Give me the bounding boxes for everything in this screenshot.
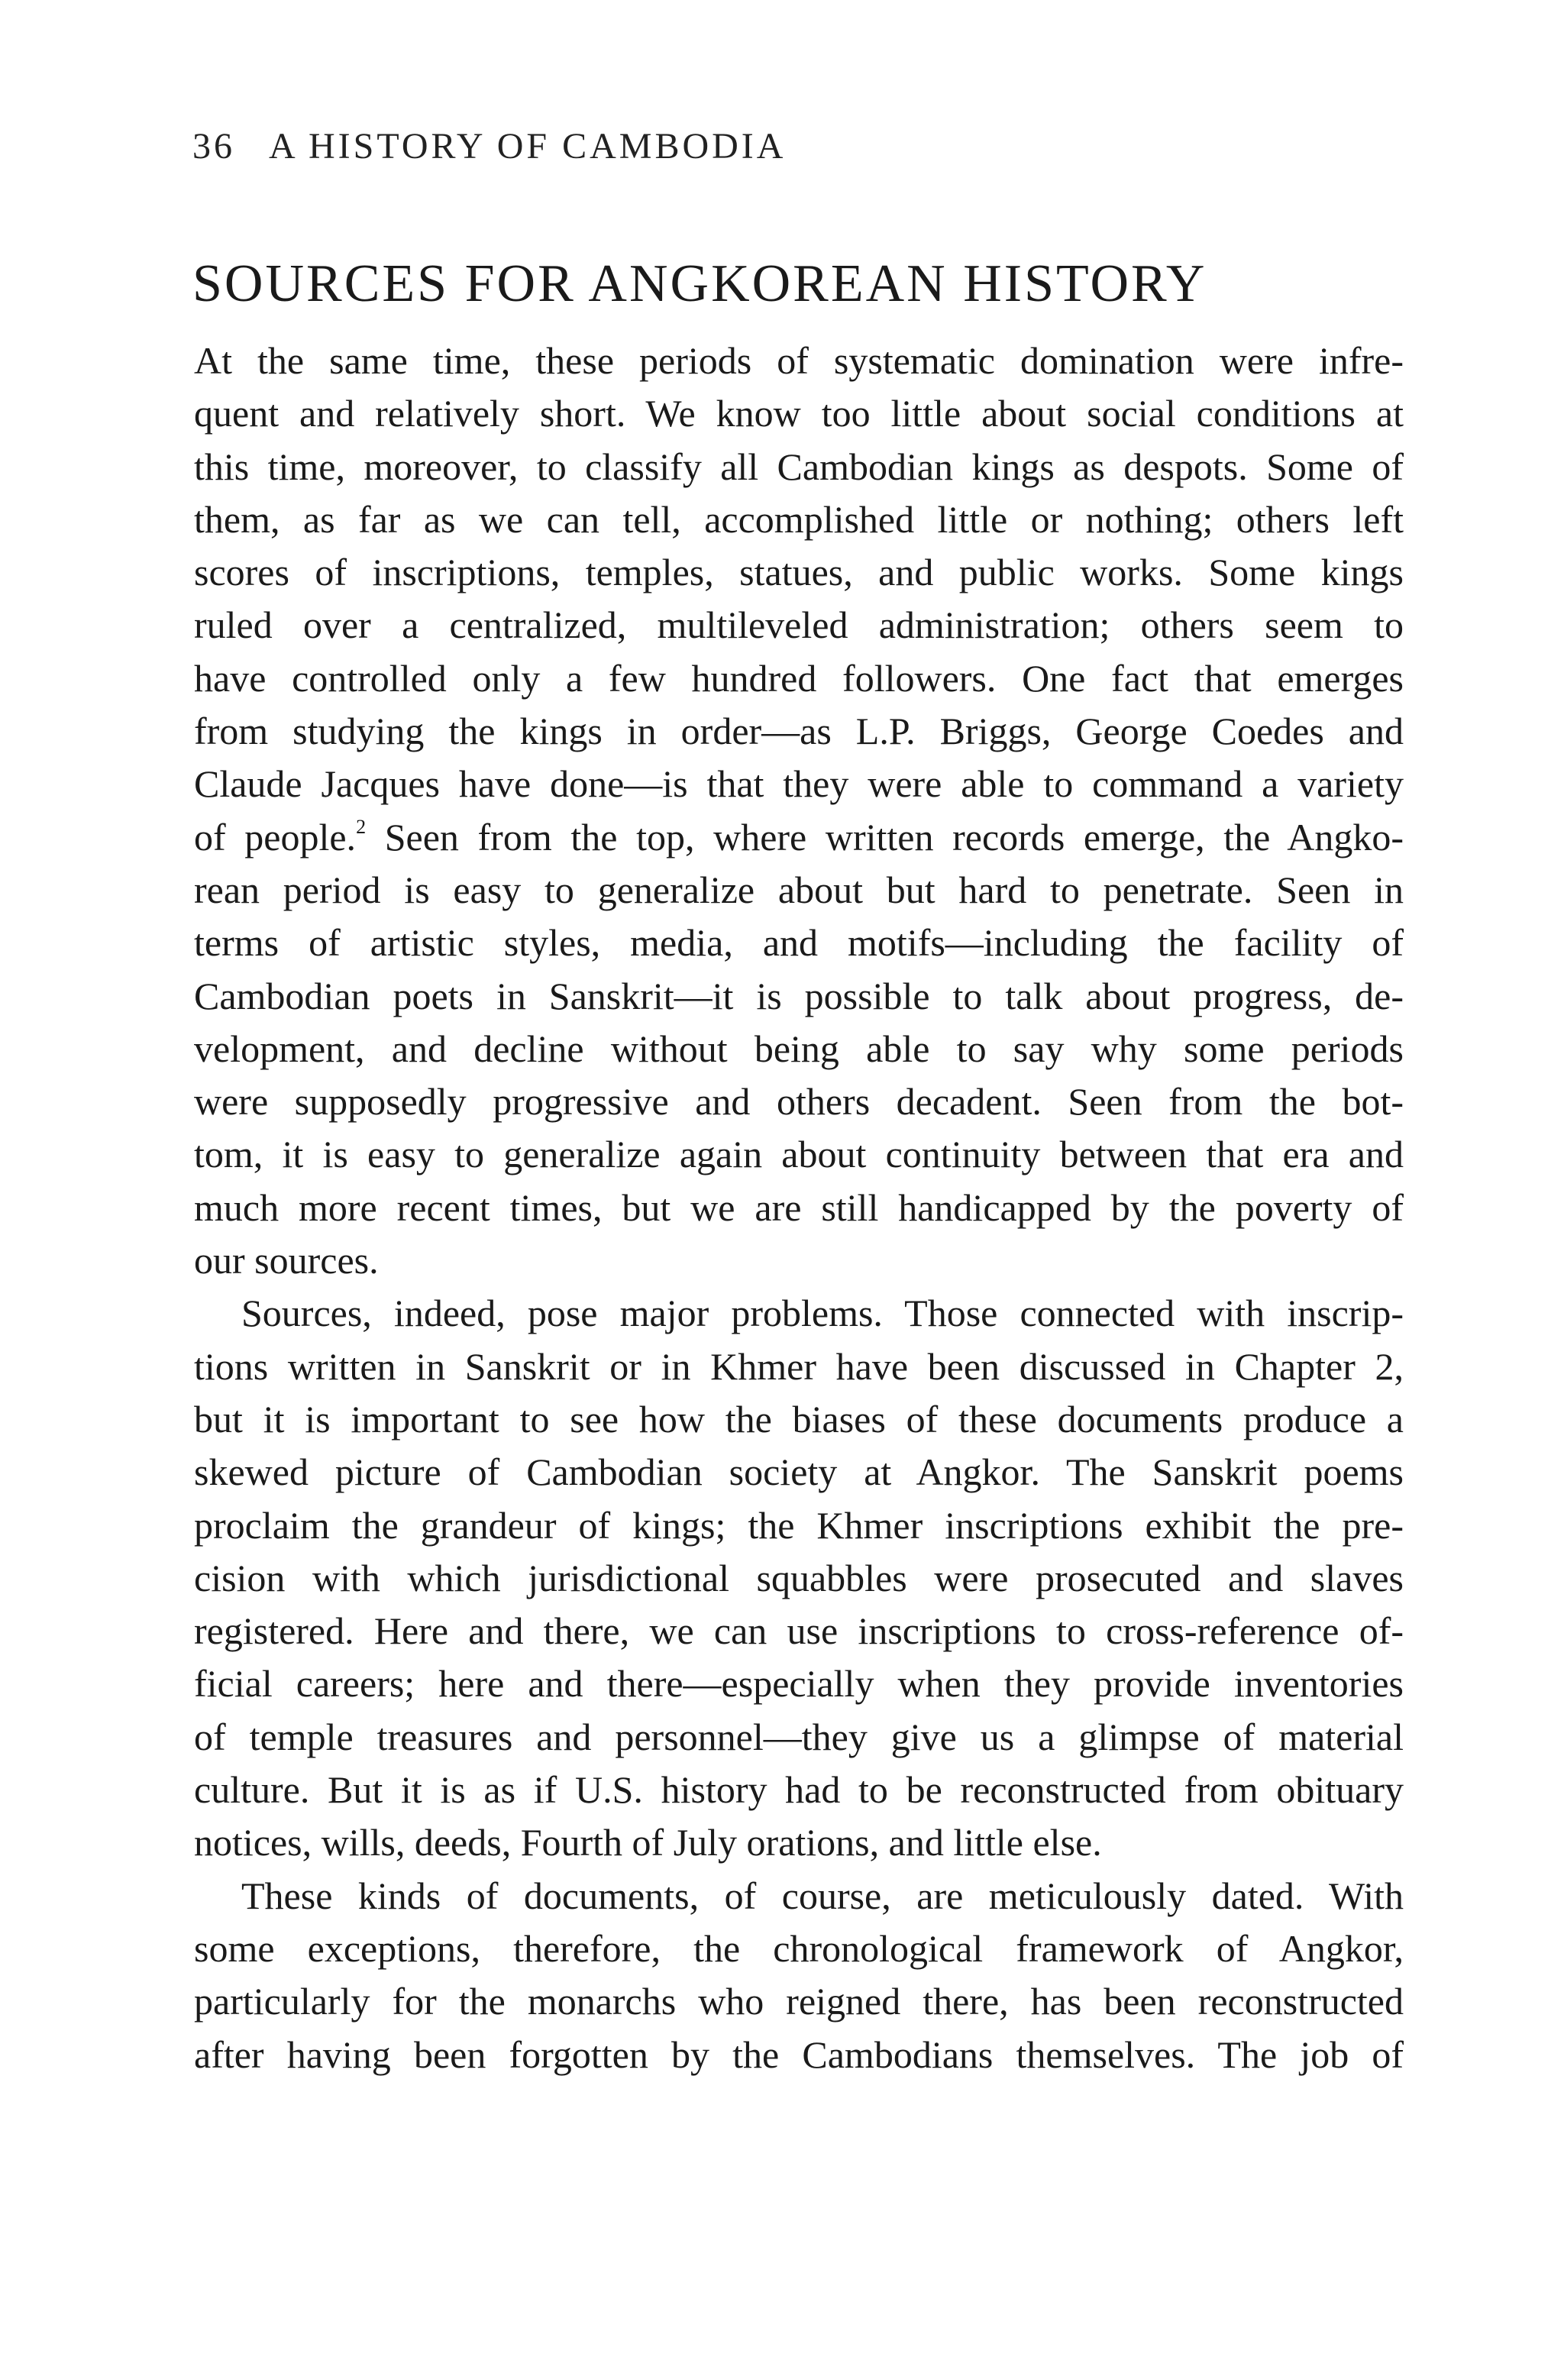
text-line: quent and relatively short. We know too little about social conditions at <box>194 392 1404 435</box>
text-line: registered. Here and there, we can use inscriptions to cross-reference of- <box>194 1609 1404 1653</box>
section-heading: SOURCES FOR ANGKOREAN HISTORY <box>192 254 1207 313</box>
book-title: A HISTORY OF CAMBODIA <box>269 126 787 167</box>
text-line: ficial careers; here and there—especially when they provide inventories <box>194 1662 1404 1706</box>
text-line: terms of artistic styles, media, and motifs—including the facility of <box>194 921 1404 965</box>
page-number: 36 <box>192 126 235 167</box>
text-line: of temple treasures and personnel—they give us a glimpse of material <box>194 1715 1404 1758</box>
text-line-with-footnote <box>194 811 1404 864</box>
text-line: These kinds of documents, of course, are meticulously dated. With <box>241 1874 1404 1917</box>
text-line: have controlled only a few hundred followers. One fact that emerges <box>194 656 1404 700</box>
text-line: tions written in Sanskrit or in Khmer have been discussed in Chapter 2, <box>194 1344 1404 1388</box>
text-line: cision with which jurisdictional squabbles were prosecuted and slaves <box>194 1556 1404 1599</box>
text-line: them, as far as we can tell, accomplished little or nothing; others left <box>194 497 1404 541</box>
text-line: much more recent times, but we are still handicapped by the poverty of <box>194 1185 1404 1229</box>
body-text <box>194 335 1404 2081</box>
text-line: notices, wills, deeds, Fourth of July orations, and little else. <box>194 1821 1102 1864</box>
text-line: velopment, and decline without being able to say why some periods <box>194 1027 1404 1070</box>
text-line: this time, moreover, to classify all Cambodian kings as despots. Some of <box>194 445 1404 488</box>
text-line: Sources, indeed, pose major problems. Those connected with inscrip- <box>241 1292 1404 1335</box>
text-line: proclaim the grandeur of kings; the Khmer inscriptions exhibit the pre- <box>194 1503 1404 1547</box>
text-line: particularly for the monarchs who reigned there, has been reconstructed <box>194 1980 1404 2023</box>
text-line: our sources. <box>194 1239 379 1282</box>
text-line: ruled over a centralized, multileveled administration; others seem to <box>194 603 1404 647</box>
text-line: tom, it is easy to generalize again about continuity between that era and <box>194 1133 1404 1176</box>
text-line: but it is important to see how the biases of these documents produce a <box>194 1397 1404 1441</box>
text-segment: of people. <box>194 815 357 859</box>
text-line: culture. But it is as if U.S. history had to be reconstructed from obituary <box>194 1768 1404 1812</box>
text-line: Cambodian poets in Sanskrit—it is possible to talk about progress, de- <box>194 974 1404 1017</box>
text-line: were supposedly progressive and others decadent. Seen from the bot- <box>194 1080 1404 1124</box>
text-line: rean period is easy to generalize about but hard to penetrate. Seen in <box>194 868 1404 911</box>
text-segment: Seen from the top, where written records emerge, the Angko- <box>366 815 1404 859</box>
paragraph-2 <box>194 1287 1404 1869</box>
running-head <box>192 125 786 167</box>
text-line: some exceptions, therefore, the chronological framework of Angkor, <box>194 1926 1404 1970</box>
text-line: Claude Jacques have done—is that they were able to command a variety <box>194 762 1404 806</box>
paragraph-3 <box>194 1870 1404 2081</box>
text-line: At the same time, these periods of systematic domination were infre- <box>194 339 1404 382</box>
paragraph-1 <box>194 335 1404 1287</box>
footnote-reference: 2 <box>356 815 367 838</box>
text-line: skewed picture of Cambodian society at Angkor. The Sanskrit poems <box>194 1450 1404 1494</box>
text-line: after having been forgotten by the Cambodians themselves. The job of <box>194 2032 1404 2076</box>
text-line: from studying the kings in order—as L.P. Briggs, George Coedes and <box>194 710 1404 753</box>
text-line: scores of inscriptions, temples, statues, and public works. Some kings <box>194 551 1404 594</box>
